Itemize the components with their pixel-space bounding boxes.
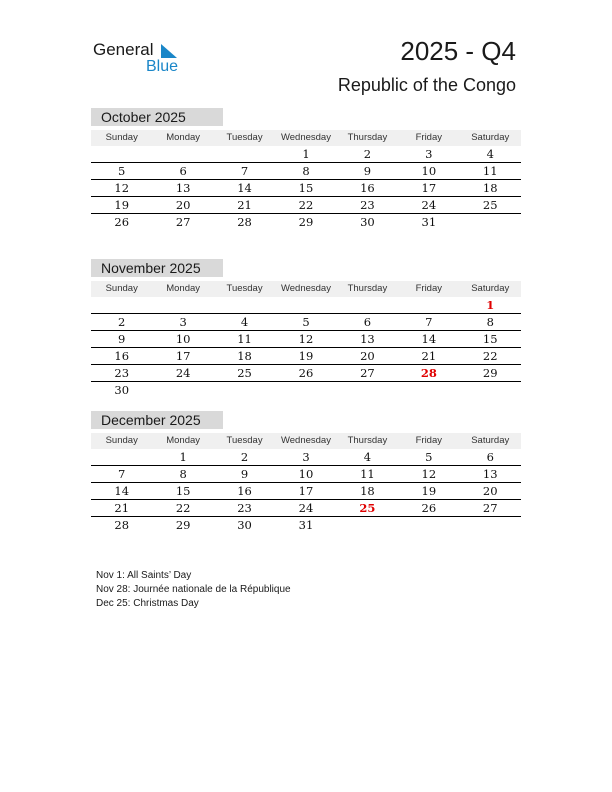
day-cell: 6 <box>363 315 372 329</box>
weekday-label: Friday <box>415 435 443 446</box>
weekday-label: Wednesday <box>280 435 331 446</box>
day-cell: 5 <box>118 164 126 178</box>
month-grid <box>91 297 521 398</box>
day-cell: 18 <box>482 181 498 195</box>
day-cell: 28 <box>114 518 130 532</box>
weekday-label: Tuesday <box>226 435 263 446</box>
day-cell <box>460 517 521 533</box>
day-cell: 27 <box>482 501 498 515</box>
day-cell: 11 <box>360 467 375 481</box>
weekday-label: Tuesday <box>226 132 263 143</box>
day-cell: 12 <box>298 332 314 346</box>
week-row <box>91 163 521 180</box>
day-cell: 2 <box>240 450 249 464</box>
week-row <box>91 314 521 331</box>
day-cell: 13 <box>482 467 498 481</box>
day-cell: 26 <box>114 215 130 229</box>
day-cell: 23 <box>114 366 130 380</box>
day-cell <box>337 382 398 398</box>
day-cell: 14 <box>114 484 130 498</box>
day-cell: 12 <box>114 181 130 195</box>
day-cell: 29 <box>298 215 314 229</box>
day-cell: 7 <box>240 164 249 178</box>
day-cell <box>460 382 521 398</box>
weekday-label: Thursday <box>347 132 388 143</box>
day-cell: 27 <box>360 366 375 380</box>
day-cell: 31 <box>298 518 314 532</box>
logo-word-general: General <box>93 40 154 59</box>
weekday-label: Monday <box>166 132 201 143</box>
day-cell: 25 <box>359 501 376 515</box>
day-cell: 14 <box>421 332 437 346</box>
weekday-header <box>91 281 521 297</box>
day-cell: 11 <box>237 332 252 346</box>
week-row <box>91 365 521 382</box>
week-row <box>91 146 521 163</box>
week-row <box>91 517 521 533</box>
day-cell: 24 <box>421 198 437 212</box>
day-cell <box>214 297 275 313</box>
day-cell <box>214 146 275 162</box>
day-cell <box>275 297 336 313</box>
month-november <box>91 259 521 398</box>
day-cell: 19 <box>298 349 314 363</box>
day-cell <box>91 449 152 465</box>
weekday-label: Friday <box>415 132 443 143</box>
day-cell: 15 <box>298 181 314 195</box>
day-cell: 17 <box>298 484 314 498</box>
week-row <box>91 331 521 348</box>
week-row <box>91 382 521 398</box>
day-cell <box>398 517 459 533</box>
day-cell: 4 <box>363 450 372 464</box>
day-cell: 15 <box>482 332 498 346</box>
holiday-notes <box>96 569 291 611</box>
day-cell: 8 <box>179 467 187 481</box>
day-cell: 9 <box>240 467 249 481</box>
day-cell: 10 <box>421 164 437 178</box>
country-name: Republic of the Congo <box>337 75 516 95</box>
week-row <box>91 466 521 483</box>
day-cell <box>91 297 152 313</box>
day-cell: 28 <box>237 215 252 229</box>
day-cell <box>337 517 398 533</box>
logo-triangle-icon <box>161 44 177 58</box>
day-cell: 25 <box>482 198 498 212</box>
day-cell: 21 <box>421 349 437 363</box>
weekday-label: Sunday <box>105 435 138 446</box>
day-cell: 2 <box>118 315 126 329</box>
month-grid <box>91 146 521 230</box>
month-december <box>91 411 521 533</box>
day-cell: 22 <box>175 501 191 515</box>
day-cell <box>275 382 336 398</box>
day-cell: 13 <box>175 181 191 195</box>
day-cell: 3 <box>302 450 310 464</box>
day-cell: 20 <box>175 198 191 212</box>
day-cell: 7 <box>425 315 433 329</box>
day-cell: 13 <box>360 332 375 346</box>
holiday-note: Dec 25: Christmas Day <box>96 598 199 609</box>
day-cell <box>91 146 152 162</box>
weekday-label: Saturday <box>471 283 510 294</box>
day-cell: 4 <box>240 315 249 329</box>
day-cell: 6 <box>486 450 494 464</box>
week-row <box>91 500 521 517</box>
day-cell: 1 <box>486 298 495 312</box>
day-cell: 18 <box>360 484 375 498</box>
weekday-label: Saturday <box>471 435 510 446</box>
day-cell: 2 <box>363 147 372 161</box>
holiday-note: Nov 1: All Saints’ Day <box>96 570 192 581</box>
day-cell: 7 <box>118 467 126 481</box>
day-cell: 23 <box>360 198 375 212</box>
day-cell: 14 <box>237 181 252 195</box>
week-row <box>91 180 521 197</box>
day-cell: 15 <box>175 484 191 498</box>
day-cell: 24 <box>175 366 191 380</box>
day-cell: 30 <box>237 518 252 532</box>
day-cell: 24 <box>298 501 314 515</box>
day-cell: 19 <box>421 484 437 498</box>
day-cell: 5 <box>425 450 433 464</box>
day-cell: 17 <box>175 349 191 363</box>
day-cell: 29 <box>482 366 498 380</box>
day-cell: 22 <box>482 349 498 363</box>
weekday-header <box>91 130 521 146</box>
month-grid <box>91 449 521 533</box>
day-cell: 20 <box>482 484 498 498</box>
weekday-label: Friday <box>415 283 443 294</box>
day-cell <box>460 214 521 230</box>
day-cell: 26 <box>298 366 314 380</box>
day-cell: 4 <box>486 147 494 161</box>
weekday-label: Monday <box>166 435 201 446</box>
day-cell: 28 <box>420 366 437 380</box>
day-cell: 9 <box>118 332 126 346</box>
day-cell <box>152 146 213 162</box>
day-cell: 16 <box>360 181 375 195</box>
week-row <box>91 297 521 314</box>
day-cell: 6 <box>179 164 187 178</box>
week-row <box>91 483 521 500</box>
day-cell: 3 <box>425 147 433 161</box>
month-october <box>91 108 521 230</box>
day-cell: 18 <box>237 349 252 363</box>
day-cell: 8 <box>302 164 310 178</box>
week-row <box>91 348 521 365</box>
weekday-header <box>91 433 521 449</box>
weekday-label: Thursday <box>347 283 388 294</box>
day-cell: 21 <box>114 501 130 515</box>
generalblue-logo <box>93 40 193 80</box>
day-cell: 3 <box>179 315 187 329</box>
day-cell: 30 <box>114 383 130 397</box>
day-cell <box>152 297 213 313</box>
logo-word-blue: Blue <box>146 58 179 75</box>
day-cell <box>398 382 459 398</box>
day-cell: 26 <box>421 501 437 515</box>
day-cell: 27 <box>175 215 191 229</box>
day-cell: 1 <box>302 147 310 161</box>
day-cell: 29 <box>175 518 191 532</box>
weekday-label: Thursday <box>347 435 388 446</box>
week-row <box>91 449 521 466</box>
month-label: December 2025 <box>91 411 223 429</box>
day-cell: 25 <box>237 366 252 380</box>
day-cell <box>214 382 275 398</box>
day-cell: 17 <box>421 181 437 195</box>
day-cell: 19 <box>114 198 130 212</box>
day-cell: 10 <box>175 332 191 346</box>
weekday-label: Wednesday <box>280 283 331 294</box>
day-cell: 23 <box>237 501 252 515</box>
day-cell: 12 <box>421 467 437 481</box>
day-cell: 16 <box>114 349 130 363</box>
day-cell: 20 <box>360 349 375 363</box>
day-cell: 8 <box>486 315 494 329</box>
month-label: October 2025 <box>91 108 223 126</box>
day-cell: 21 <box>237 198 252 212</box>
weekday-label: Wednesday <box>280 132 331 143</box>
weekday-label: Tuesday <box>226 283 263 294</box>
weekday-label: Saturday <box>471 132 510 143</box>
day-cell <box>152 382 213 398</box>
day-cell: 16 <box>237 484 252 498</box>
day-cell <box>398 297 459 313</box>
weekday-label: Monday <box>166 283 201 294</box>
day-cell: 10 <box>298 467 314 481</box>
day-cell: 5 <box>302 315 310 329</box>
holiday-note: Nov 28: Journée nationale de la République <box>96 584 291 595</box>
month-label: November 2025 <box>91 259 223 277</box>
day-cell <box>337 297 398 313</box>
week-row <box>91 197 521 214</box>
weekday-label: Sunday <box>105 283 138 294</box>
day-cell: 22 <box>298 198 314 212</box>
weekday-label: Sunday <box>105 132 138 143</box>
day-cell: 11 <box>482 164 498 178</box>
page-title: 2025 - Q4 <box>400 36 516 66</box>
day-cell: 9 <box>363 164 372 178</box>
day-cell: 30 <box>360 215 375 229</box>
day-cell: 1 <box>179 450 187 464</box>
day-cell: 31 <box>421 215 437 229</box>
week-row <box>91 214 521 230</box>
